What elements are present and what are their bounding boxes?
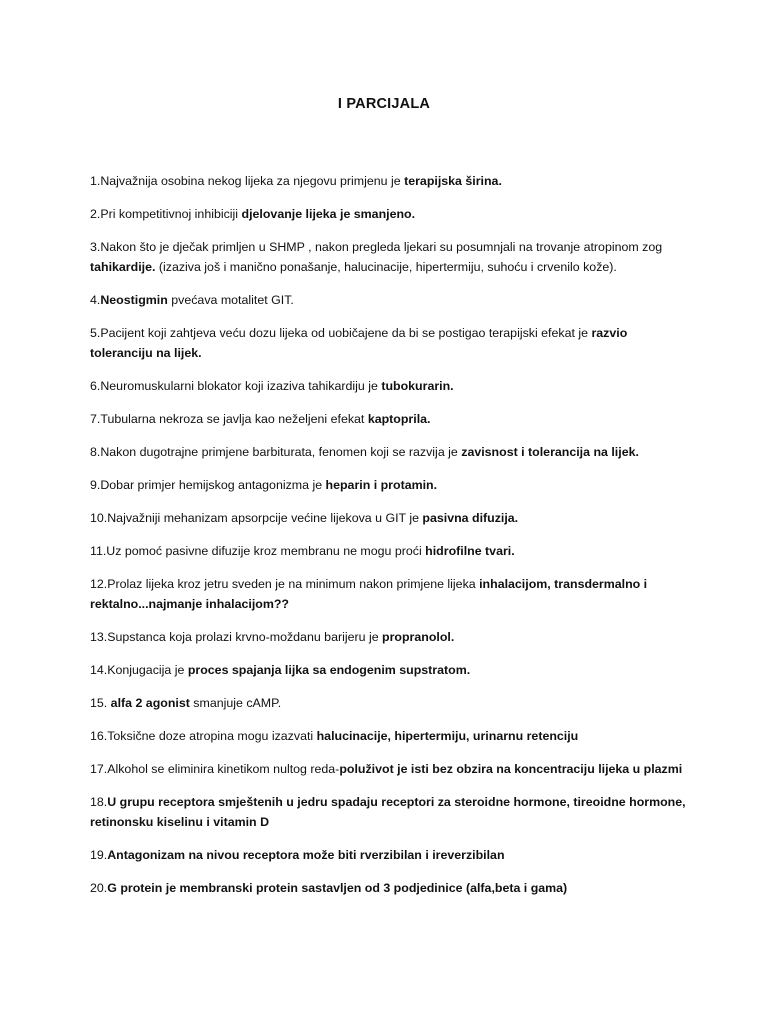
- question-text: 19.: [90, 848, 108, 862]
- answer-text: alfa 2 agonist: [110, 696, 190, 710]
- question-text: 2.Pri kompetitivnoj inhibiciji: [90, 207, 242, 221]
- answer-text: terapijska širina.: [404, 174, 502, 188]
- question-text: 17.Alkohol se eliminira kinetikom nultog reda-: [90, 762, 340, 776]
- list-item: [90, 376, 690, 396]
- answer-text: zavisnost i tolerancija na lijek.: [461, 445, 639, 459]
- answer-text: djelovanje lijeka je smanjeno.: [241, 207, 416, 221]
- question-text: 1.Najvažnija osobina nekog lijeka za njegovu primjenu je: [90, 174, 405, 188]
- answer-text: propranolol.: [382, 630, 455, 644]
- question-text: 15.: [90, 696, 111, 710]
- answer-text: pasivna difuzija.: [422, 511, 519, 525]
- list-item: [90, 759, 690, 779]
- question-text: 9.Dobar primjer hemijskog antagonizma je: [90, 478, 326, 492]
- list-item: [90, 237, 690, 277]
- answer-text: poluživot je isti bez obzira na koncentraciju lijeka u plazmi: [339, 762, 683, 776]
- answer-text: hidrofilne tvari.: [425, 544, 515, 558]
- list-item: [90, 541, 690, 561]
- question-text: 16.Toksične doze atropina mogu izazvati: [90, 729, 317, 743]
- question-text: 11.Uz pomoć pasivne difuzije kroz membranu ne mogu proći: [90, 544, 426, 558]
- answer-text: inhalacijom, transdermalno i rektalno...najmanje inhalacijom??: [90, 577, 648, 611]
- answer-text: Antagonizam na nivou receptora može biti rverzibilan i ireverzibilan: [107, 848, 505, 862]
- question-text: 18.: [90, 795, 108, 809]
- answer-text: kaptoprila.: [367, 412, 431, 426]
- question-text: smanjuje cAMP.: [189, 696, 282, 710]
- list-item: [90, 442, 690, 462]
- question-text: 12.Prolaz lijeka kroz jetru sveden je na minimum nakon primjene lijeka: [90, 577, 480, 591]
- list-item: [90, 409, 690, 429]
- list-item: [90, 204, 690, 224]
- list-item: [90, 574, 690, 614]
- list-item: [90, 627, 690, 647]
- question-text: 8.Nakon dugotrajne primjene barbiturata, fenomen koji se razvija je: [90, 445, 462, 459]
- question-text: 13.Supstanca koja prolazi krvno-moždanu barijeru je: [90, 630, 383, 644]
- question-text: 10.Najvažniji mehanizam apsorpcije većine lijekova u GIT je: [90, 511, 423, 525]
- answer-text: razvio toleranciju na lijek.: [90, 326, 628, 360]
- question-text: 20.: [90, 881, 108, 895]
- question-text: 7.Tubularna nekroza se javlja kao neželjeni efekat: [90, 412, 368, 426]
- answer-text: tahikardije.: [90, 260, 156, 274]
- question-text: (izaziva još i manično ponašanje, halucinacije, hipertermiju, suhoću i crvenilo kože).: [155, 260, 617, 274]
- list-item: [90, 878, 690, 898]
- list-item: [90, 290, 690, 310]
- list-item: [90, 475, 690, 495]
- answer-text: tubokurarin.: [381, 379, 454, 393]
- list-item: [90, 792, 690, 832]
- question-text: 4.: [90, 293, 101, 307]
- list-item: [90, 845, 690, 865]
- question-text: 5.Pacijent koji zahtjeva veću dozu lijeka od uobičajene da bi se postigao terapijski efekat je: [90, 326, 592, 340]
- question-text: 6.Neuromuskularni blokator koji izaziva tahikardiju je: [90, 379, 382, 393]
- list-item: [90, 660, 690, 680]
- question-text: 14.Konjugacija je: [90, 663, 188, 677]
- question-text: 3.Nakon što je dječak primljen u SHMP , nakon pregleda ljekari su posumnjali na trovanje atropinom zog: [90, 240, 663, 254]
- list-item: [90, 323, 690, 363]
- answer-text: U grupu receptora smještenih u jedru spadaju receptori za steroidne hormone, tireoidne hormone, retinonsku kiselinu i vitamin D: [90, 795, 686, 829]
- list-item: [90, 726, 690, 746]
- list-item: [90, 508, 690, 528]
- answer-text: G protein je membranski protein sastavljen od 3 podjedinice (alfa,beta i gama): [107, 881, 568, 895]
- answer-text: proces spajanja lijka sa endogenim supstratom.: [187, 663, 471, 677]
- question-list: [90, 171, 690, 911]
- answer-text: halucinacije, hipertermiju, urinarnu retenciju: [316, 729, 579, 743]
- list-item: [90, 693, 690, 713]
- question-text: pvećava motalitet GIT.: [167, 293, 294, 307]
- answer-text: Neostigmin: [100, 293, 168, 307]
- page-title: I PARCIJALA: [337, 96, 431, 112]
- list-item: [90, 171, 690, 191]
- answer-text: heparin i protamin.: [325, 478, 438, 492]
